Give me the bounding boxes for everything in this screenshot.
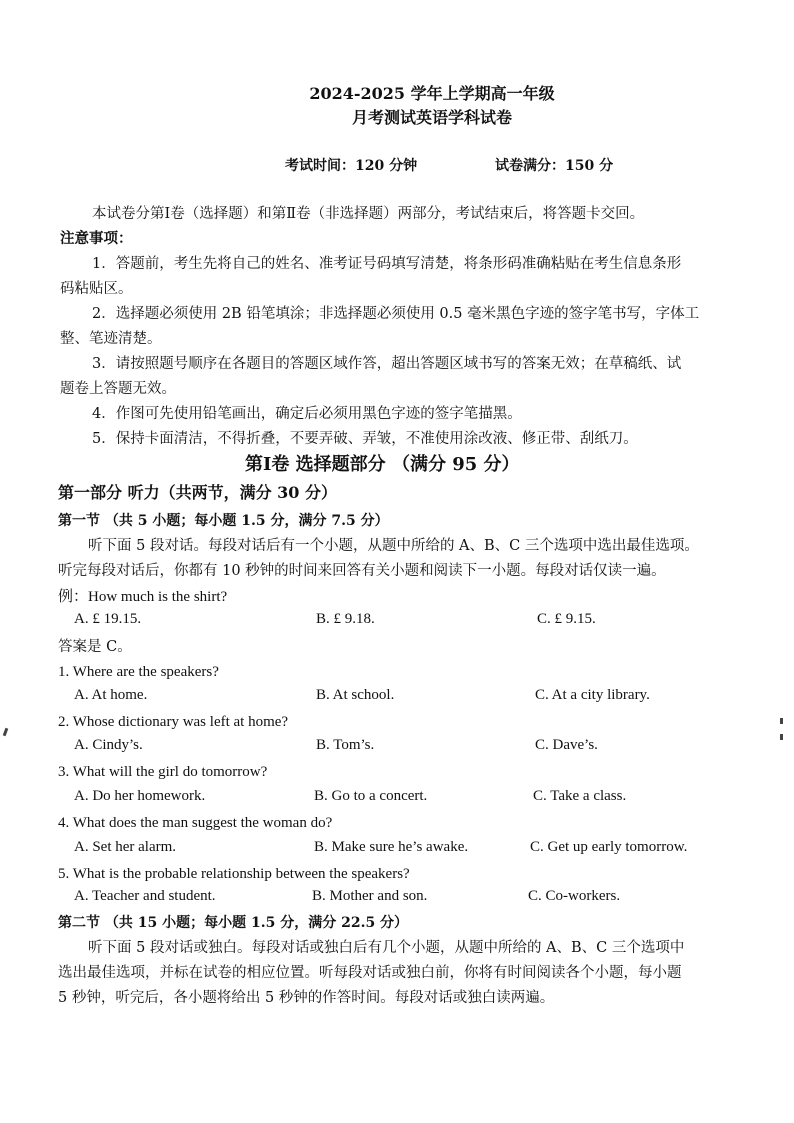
example-option-c: C. £ 9.15.: [537, 611, 596, 627]
example-question: 例：How much is the shirt?: [58, 589, 228, 605]
exam-title-line1: 2024-2025 学年上学期高一年级: [309, 84, 555, 103]
intro-line: 本试卷分第Ⅰ卷（选择题）和第Ⅱ卷（非选择题）两部分，考试结束后，将答题卡交回。: [92, 206, 645, 222]
exam-full-score: 试卷满分：150 分: [495, 158, 614, 174]
question-2: 2. Whose dictionary was left at home?: [58, 714, 289, 730]
question-5-option-b: B. Mother and son.: [312, 888, 428, 904]
question-2-option-c: C. Dave’s.: [535, 737, 598, 753]
question-4-option-c: C. Get up early tomorrow.: [530, 839, 688, 855]
scan-speck: [780, 718, 783, 724]
question-4-option-b: B. Make sure he’s awake.: [314, 839, 469, 855]
question-3: 3. What will the girl do tomorrow?: [58, 764, 268, 780]
section-2-instructions-cont: 选出最佳选项，并标在试卷的相应位置。听每段对话或独白前，你将有时间阅读各个小题，每小题: [58, 965, 682, 981]
question-3-option-a: A. Do her homework.: [74, 788, 206, 804]
question-5-option-a: A. Teacher and student.: [74, 888, 216, 904]
notice-title: 注意事项：: [60, 230, 133, 247]
exam-time: 考试时间：120 分钟: [285, 158, 418, 174]
question-1-option-c: C. At a city library.: [535, 687, 650, 703]
section-1-instructions: 听下面 5 段对话。每段对话后有一个小题，从题中所给的 A、B、C 三个选项中选出最佳选项。: [88, 538, 699, 554]
section-1-instructions-cont: 听完每段对话后，你都有 10 秒钟的时间来回答有关小题和阅读下一小题。每段对话仅读一遍。: [58, 563, 666, 579]
notice-item-3: 3．请按照题号顺序在各题目的答题区域作答，超出答题区域书写的答案无效；在草稿纸、试: [92, 356, 682, 372]
question-2-option-a: A. Cindy’s.: [74, 737, 143, 753]
section-2-title: 第二节 （共 15 小题；每小题 1.5 分，满分 22.5 分）: [58, 915, 409, 931]
question-4-option-a: A. Set her alarm.: [74, 839, 177, 855]
example-answer: 答案是 C。: [58, 639, 132, 655]
part-1-title: 第一部分 听力（共两节，满分 30 分）: [58, 483, 337, 502]
question-5: 5. What is the probable relationship between the speakers?: [58, 866, 410, 882]
question-3-option-b: B. Go to a concert.: [314, 788, 428, 804]
question-2-option-b: B. Tom’s.: [316, 737, 375, 753]
exam-title-line2: 月考测试英语学科试卷: [351, 108, 512, 127]
notice-item-1-cont: 码粘贴区。: [60, 281, 133, 297]
scan-speck: [780, 734, 783, 740]
section-2-instructions-cont-2: 5 秒钟，听完后，各小题将给出 5 秒钟的作答时间。每段对话或独白读两遍。: [58, 990, 555, 1006]
question-5-option-c: C. Co-workers.: [528, 888, 621, 904]
question-4: 4. What does the man suggest the woman do?: [58, 815, 333, 831]
volume-1-title: 第Ⅰ卷 选择题部分 （满分 95 分）: [245, 454, 520, 475]
question-3-option-c: C. Take a class.: [533, 788, 627, 804]
section-1-title: 第一节 （共 5 小题；每小题 1.5 分，满分 7.5 分）: [58, 513, 389, 529]
notice-item-2-cont: 整、笔迹清楚。: [60, 331, 162, 347]
example-option-b: B. £ 9.18.: [316, 611, 375, 627]
notice-item-4: 4．作图可先使用铅笔画出，确定后必须用黑色字迹的签字笔描黑。: [92, 406, 522, 422]
question-1: 1. Where are the speakers?: [58, 664, 219, 680]
question-1-option-a: A. At home.: [74, 687, 148, 703]
notice-item-2: 2．选择题必须使用 2B 铅笔填涂；非选择题必须使用 0.5 毫米黑色字迹的签字笔书写，字体工: [92, 306, 700, 322]
section-2-instructions: 听下面 5 段对话或独白。每段对话或独白后有几个小题，从题中所给的 A、B、C 三个选项中: [88, 940, 685, 956]
example-option-a: A. £ 19.15.: [74, 611, 142, 627]
scan-speck: [3, 728, 9, 737]
question-1-option-b: B. At school.: [316, 687, 395, 703]
notice-item-1: 1．答题前，考生先将自己的姓名、准考证号码填写清楚，将条形码准确粘贴在考生信息条形: [92, 256, 682, 272]
notice-item-5: 5．保持卡面清洁，不得折叠，不要弄破、弄皱，不准使用涂改液、修正带、刮纸刀。: [92, 431, 638, 447]
notice-item-3-cont: 题卷上答题无效。: [60, 381, 176, 397]
